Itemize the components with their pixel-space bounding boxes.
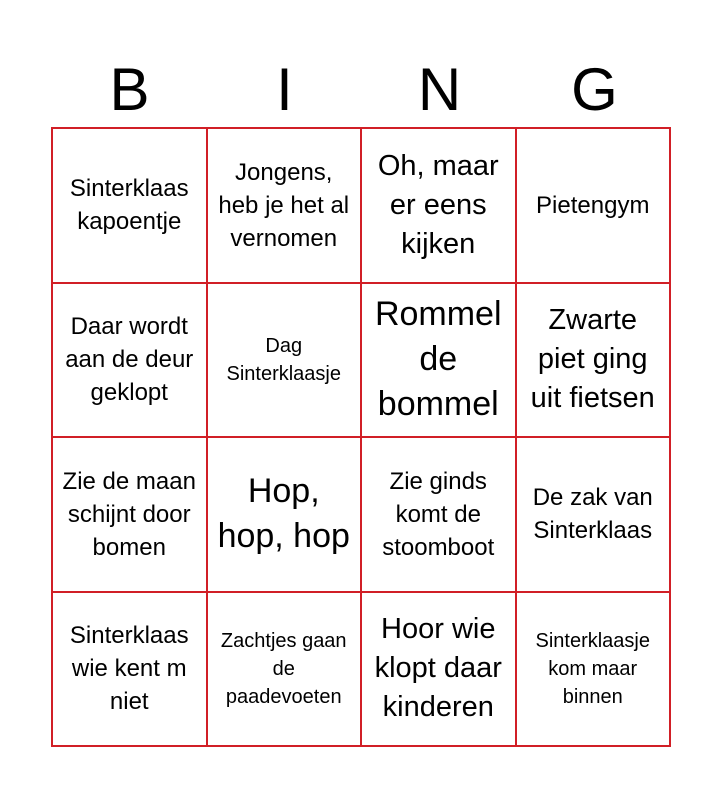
bingo-cell[interactable] — [208, 129, 363, 284]
header-letter-n: N — [417, 56, 462, 123]
bingo-cell[interactable] — [362, 438, 517, 593]
header-letter-g: G — [571, 56, 618, 123]
bingo-cell-text: Jongens, heb je het al vernomen — [218, 158, 350, 252]
bingo-cell[interactable] — [208, 438, 363, 593]
bingo-cell-text: Daar wordt aan de deur geklopt — [65, 313, 194, 407]
bingo-cell-text: Oh, maar er eens kijken — [377, 149, 499, 260]
bingo-cell[interactable] — [362, 284, 517, 439]
bingo-cell[interactable] — [208, 593, 363, 748]
header-letter-b: B — [109, 56, 150, 123]
bingo-cell-text: Sinterklaasje kom maar binnen — [535, 629, 650, 708]
bingo-cell-text: Hop, hop, hop — [217, 472, 350, 556]
bingo-cell-text: Zachtjes gaan de paadevoeten — [220, 629, 347, 708]
bingo-cell[interactable] — [53, 593, 208, 748]
bingo-cell[interactable] — [53, 129, 208, 284]
bingo-cell[interactable] — [517, 438, 672, 593]
bingo-cell-text: Zie ginds komt de stoomboot — [382, 467, 495, 561]
bingo-cell-text: Rommel de bommel — [374, 295, 502, 424]
bingo-grid — [51, 127, 671, 747]
bingo-cell[interactable] — [362, 129, 517, 284]
bingo-cell[interactable] — [517, 284, 672, 439]
bingo-cell-text: Zie de maan schijnt door bomen — [62, 467, 196, 561]
bingo-cell[interactable] — [53, 438, 208, 593]
bingo-cell[interactable] — [53, 284, 208, 439]
bingo-cell-text: Sinterklaas wie kent m niet — [69, 622, 189, 716]
bingo-cell-text: De zak van Sinterklaas — [532, 484, 653, 545]
bingo-cell-text: Pietengym — [536, 191, 650, 219]
bingo-header — [52, 52, 672, 128]
bingo-cell-text: Zwarte piet ging uit fietsen — [530, 304, 655, 415]
bingo-cell[interactable] — [362, 593, 517, 748]
bingo-cell-text: Sinterklaas kapoentje — [69, 175, 189, 236]
bingo-cell[interactable] — [517, 593, 672, 748]
header-letter-i: I — [276, 56, 293, 123]
bingo-cell-text: Dag Sinterklaasje — [226, 334, 341, 385]
bingo-cell-text: Hoor wie klopt daar kinderen — [374, 613, 502, 724]
bingo-cell[interactable] — [517, 129, 672, 284]
bingo-cell[interactable] — [208, 284, 363, 439]
